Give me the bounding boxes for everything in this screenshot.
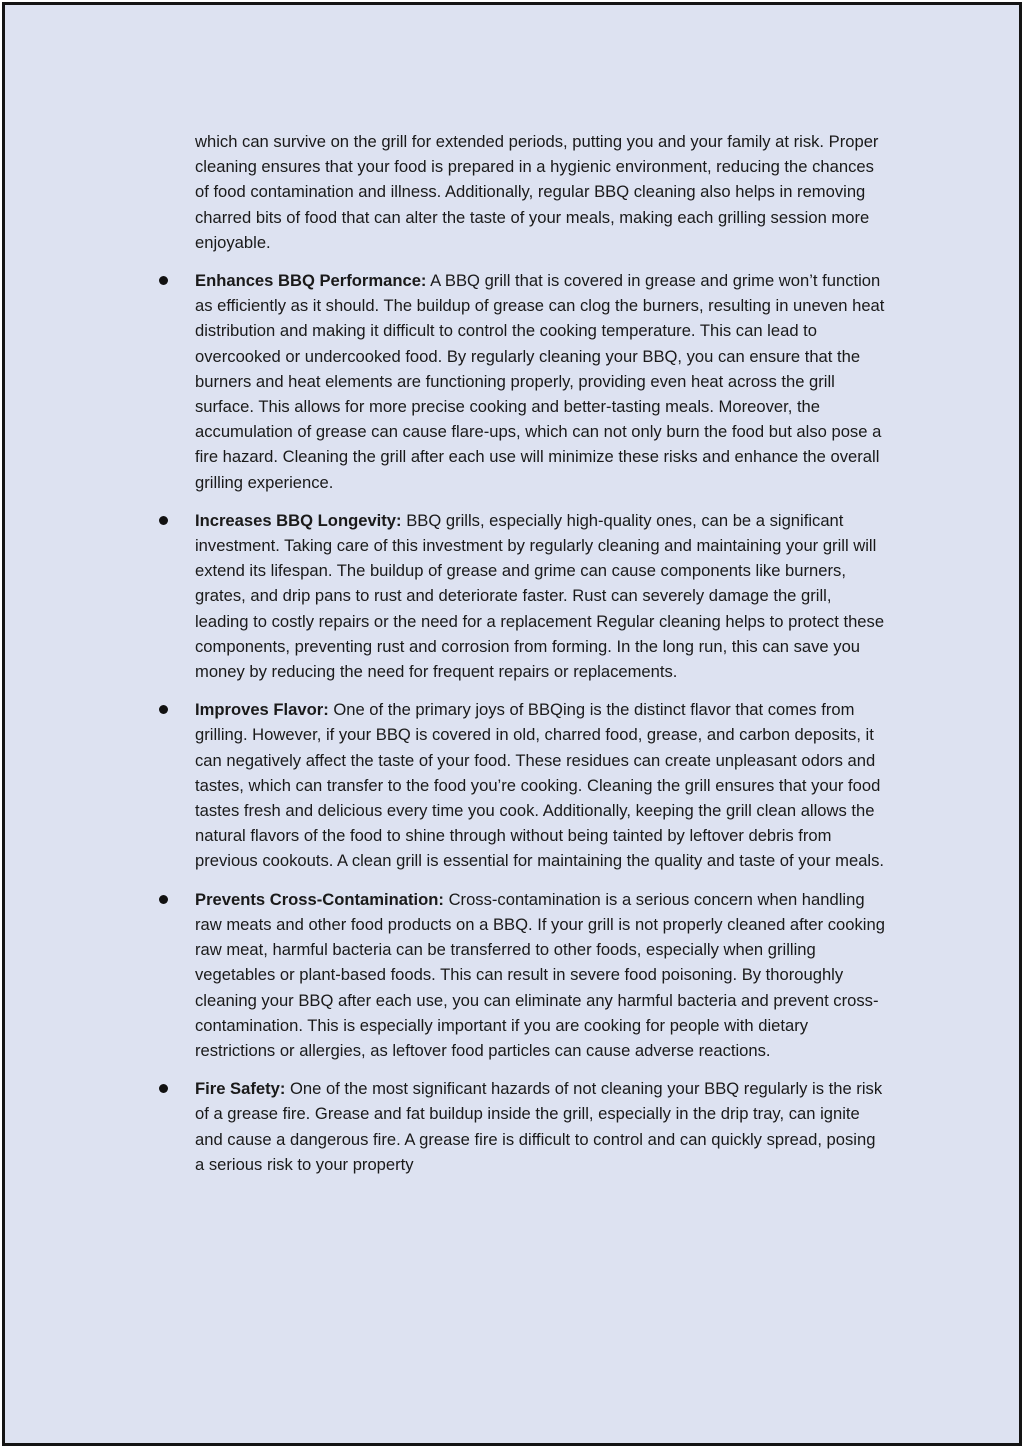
list-item-cross-contamination xyxy=(155,887,885,1063)
document-page xyxy=(2,2,1022,1446)
item-text: Cross-contamination is a serious concern when handling raw meats and other food products on a BBQ. If your grill is not properly cleaned after cooking raw meat, harmful bacteria can be transferred to other foods, especially when grilling vegetables or plant-based foods. This can result in severe food poisoning. By thoroughly cleaning your BBQ after each use, you can eliminate any harmful bacteria and prevent cross-contamination. This is especially important if you are cooking for people with dietary restrictions or allergies, as leftover food particles can cause adverse reactions. xyxy=(195,889,885,1060)
item-title: Fire Safety: xyxy=(195,1079,286,1099)
bullet-icon xyxy=(159,516,168,525)
item-title: Increases BBQ Longevity: xyxy=(195,510,402,530)
list-item-fire-safety xyxy=(155,1076,885,1177)
item-text: A BBQ grill that is covered in grease and grime won’t function as efficiently as it should. The buildup of grease can clog the burners, resulting in uneven heat distribution and making it difficult to control the cooking temperature. This can lead to overcooked or undercooked food. By regularly cleaning your BBQ, you can ensure that the burners and heat elements are functioning properly, providing even heat across the grill surface. This allows for more precise cooking and better-tasting meals. Moreover, the accumulation of grease can cause flare-ups, which can not only burn the food but also pose a fire hazard. Cleaning the grill after each use will minimize these risks and enhance the overall grilling experience. xyxy=(195,271,885,492)
item-title: Prevents Cross-Contamination: xyxy=(195,889,444,909)
item-text: One of the primary joys of BBQing is the distinct flavor that comes from grilling. However, if your BBQ is covered in old, charred food, grease, and carbon deposits, it can negatively affect the taste of your food. These residues can create unpleasant odors and tastes, which can transfer to the food you’re cooking. Cleaning the grill ensures that your food tastes fresh and delicious every time you cook. Additionally, keeping the grill clean allows the natural flavors of the food to shine through without being tainted by leftover debris from previous cookouts. A clean grill is essential for maintaining the quality and taste of your meals. xyxy=(195,700,885,871)
item-title: Enhances BBQ Performance: xyxy=(195,271,427,291)
item-text: BBQ grills, especially high-quality ones, can be a significant investment. Taking care of this investment by regularly cleaning and maintaining your grill will extend its lifespan. The buildup of grease and grime can cause components like burners, grates, and drip pans to rust and deteriorate faster. Rust can severely damage the grill, leading to costly repairs or the need for a replacement Regular cleaning helps to protect these components, preventing rust and corrosion from forming. In the long run, this can save you money by reducing the need for frequent repairs or replacements. xyxy=(195,510,885,682)
bullet-icon xyxy=(159,895,168,904)
list-item-longevity xyxy=(155,508,885,684)
list-item-flavor xyxy=(155,697,885,873)
bullet-icon xyxy=(159,276,168,285)
bullet-icon xyxy=(159,705,168,714)
bullet-icon xyxy=(159,1084,168,1093)
intro-paragraph: which can survive on the grill for extended periods, putting you and your family at risk. Proper cleaning ensures that your food is prepared in a hygienic environment, reducing the chances of food contamination and illness. Additionally, regular BBQ cleaning also helps in removing charred bits of food that can alter the taste of your meals, making each grilling session more enjoyable. xyxy=(195,132,879,252)
document-body xyxy=(155,129,885,1190)
item-title: Improves Flavor: xyxy=(195,700,329,720)
list-item-performance xyxy=(155,268,885,495)
item-text: One of the most significant hazards of not cleaning your BBQ regularly is the risk of a grease fire. Grease and fat buildup inside the grill, especially in the drip tray, can ignite and cause a dangerous fire. A grease fire is difficult to control and can quickly spread, posing a serious risk to your property xyxy=(195,1079,883,1174)
